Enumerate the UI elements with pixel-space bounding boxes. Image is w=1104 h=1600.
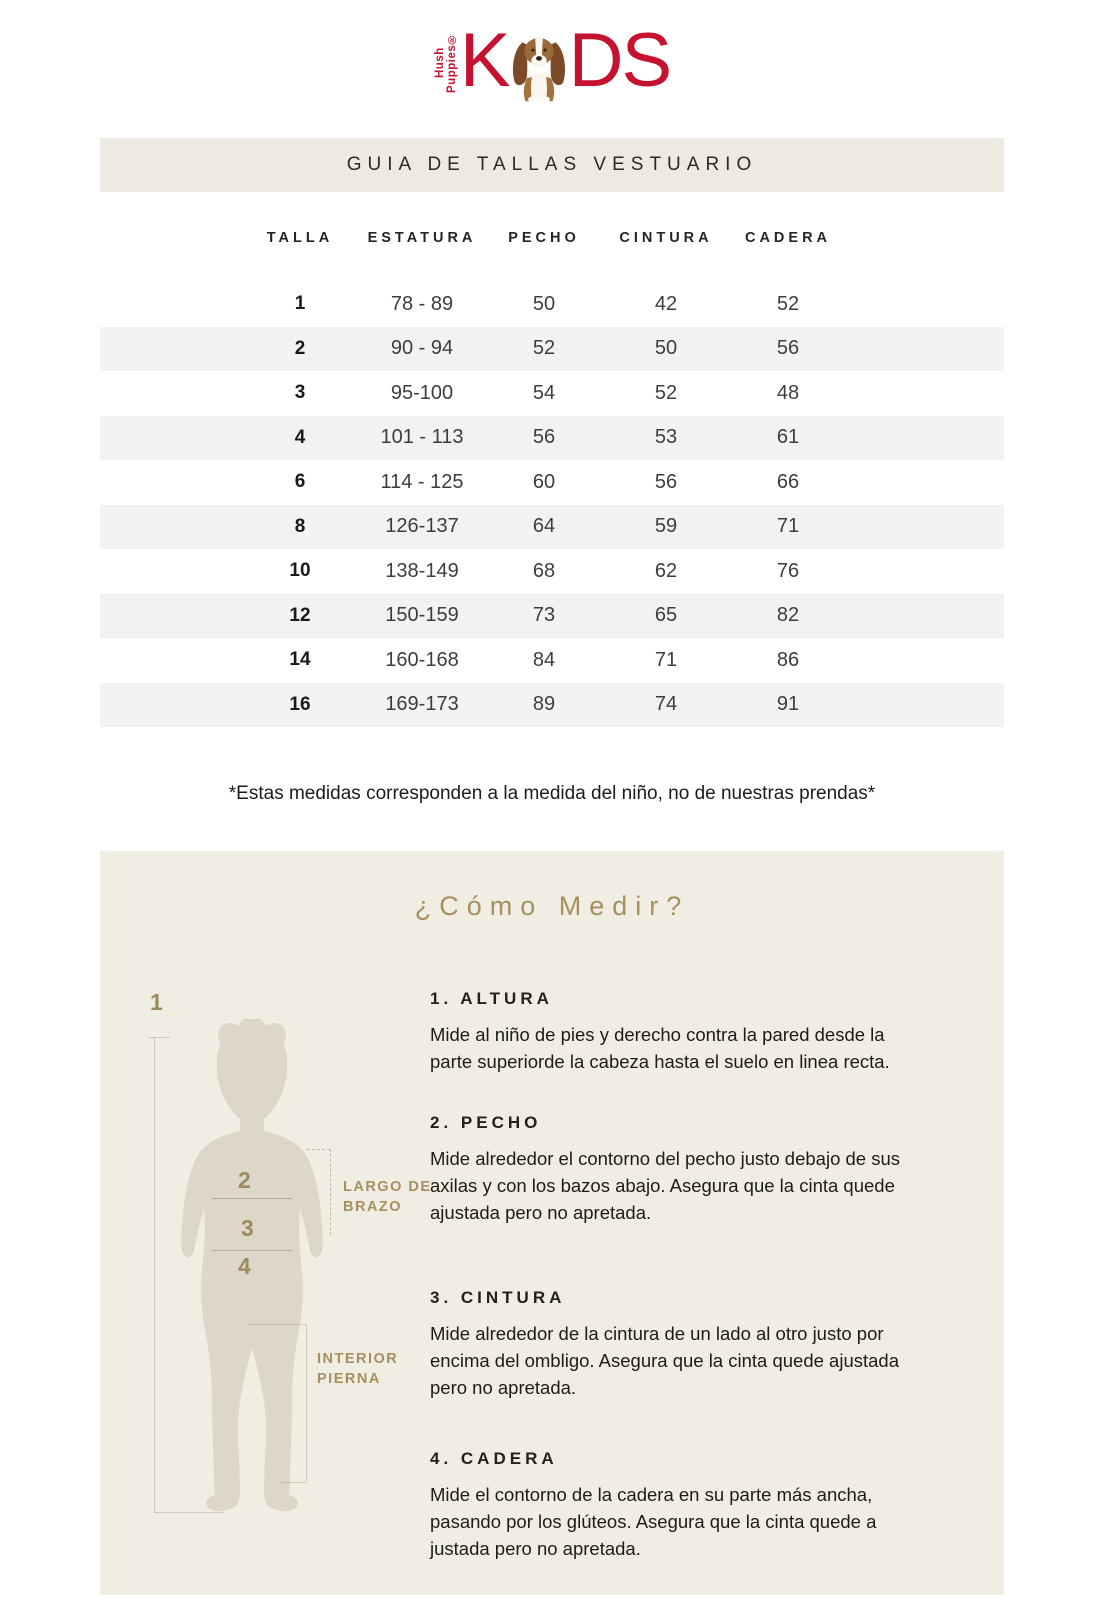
hush-puppies-wordmark: Hush Puppies® [433,32,458,94]
measurement-note: *Estas medidas corresponden a la medida del niño, no de nuestras prendas* [228,783,876,804]
table-row [100,594,1004,639]
cell-talla: 1 [294,293,306,315]
table-body [100,282,1004,727]
child-measurement-diagram [100,851,430,1595]
step-text: Mide alrededor de la cintura de un lado al otro justo por encima del ombligo. Asegura que la cinta quede ajustada pero no apretada. [430,1323,899,1398]
cell-cadera: 86 [776,648,800,671]
arm-measure-line [330,1149,331,1235]
cell-talla: 12 [289,604,311,626]
arm-line-top-tick [307,1149,330,1150]
cell-estatura: 78 - 89 [390,292,454,315]
step-text: Mide al niño de pies y derecho contra la pared desde la parte superiorde la cabeza hasta el suelo en linea recta. [430,1024,890,1072]
cell-pecho: 84 [532,648,556,671]
cell-pecho: 64 [532,515,556,538]
cell-talla: 14 [289,649,311,671]
column-header-pecho: PECHO [508,230,580,246]
diagram-marker-1: 1 [150,989,163,1015]
measure-step [430,1288,912,1401]
cell-estatura: 95-100 [390,381,454,404]
cell-pecho: 56 [532,426,556,449]
column-header-talla: TALLA [266,230,334,246]
height-line-top-tick [148,1037,170,1038]
diagram-marker-2: 2 [238,1167,251,1193]
cell-cintura: 59 [654,515,678,538]
diagram-marker-3: 3 [241,1215,254,1241]
cell-cintura: 74 [654,693,678,716]
height-measure-line [154,1037,155,1513]
basset-hound-icon [507,26,571,110]
cell-estatura: 150-159 [385,604,459,627]
cell-pecho: 52 [532,337,556,360]
size-table [100,230,1004,727]
how-to-measure-section [100,851,1004,1595]
cell-cadera: 76 [776,559,800,582]
cell-cintura: 42 [654,292,678,315]
step-heading: 3. CINTURA [430,1288,566,1307]
table-row [100,371,1004,416]
table-row [100,549,1004,594]
inner-leg-measure-line [306,1324,307,1482]
table-row [100,282,1004,327]
cell-estatura: 114 - 125 [380,470,464,493]
table-row [100,683,1004,728]
table-row [100,638,1004,683]
cell-talla: 2 [294,337,306,359]
cell-cadera: 82 [776,604,800,627]
cell-estatura: 126-137 [385,515,459,538]
section-banner [100,138,1004,192]
cell-talla: 3 [294,382,306,404]
measure-step [430,1113,912,1226]
table-row [100,327,1004,372]
cell-cadera: 66 [776,470,800,493]
arm-length-label: LARGO DE BRAZO [343,1179,432,1216]
cell-talla: 4 [294,426,306,448]
table-row [100,460,1004,505]
measure-step [430,1449,912,1562]
banner-title: GUIA DE TALLAS VESTUARIO [346,154,758,175]
table-header-row [100,230,1004,246]
cell-cintura: 53 [654,426,678,449]
cell-estatura: 160-168 [385,648,459,671]
measure-steps [430,989,912,1600]
waist-line [212,1250,292,1251]
how-to-measure-title: ¿Cómo Medir? [414,891,690,921]
table-row [100,505,1004,550]
cell-pecho: 68 [532,559,556,582]
cell-cintura: 50 [654,337,678,360]
brand-logo [0,0,1104,112]
cell-cadera: 71 [776,515,800,538]
cell-cadera: 52 [776,292,800,315]
column-header-cadera: CADERA [744,230,832,246]
column-header-estatura: ESTATURA [367,230,477,246]
cell-talla: 6 [294,471,306,493]
inner-leg-bottom-tick [280,1482,306,1483]
measure-step [430,989,912,1075]
cell-cadera: 56 [776,337,800,360]
child-silhouette [172,1019,332,1519]
diagram-marker-4: 4 [238,1253,251,1279]
cell-talla: 8 [294,515,306,537]
column-header-cintura: CINTURA [619,230,713,246]
cell-cadera: 91 [776,693,800,716]
cell-pecho: 60 [532,470,556,493]
table-row [100,416,1004,461]
cell-pecho: 50 [532,292,556,315]
cell-cadera: 61 [776,426,800,449]
cell-cintura: 52 [654,381,678,404]
step-heading: 4. CADERA [430,1449,558,1468]
cell-cintura: 71 [654,648,678,671]
inner-leg-top-line [248,1324,306,1325]
step-text: Mide el contorno de la cadera en su parte más ancha, pasando por los glúteos. Asegura que la cinta quede a justada pero no apretada. [430,1484,877,1559]
step-heading: 2. PECHO [430,1113,542,1132]
cell-pecho: 54 [532,381,556,404]
cell-pecho: 89 [532,693,556,716]
logo-letters-ds: DS [568,18,671,103]
step-heading: 1. ALTURA [430,989,553,1008]
cell-estatura: 101 - 113 [380,426,464,449]
cell-estatura: 138-149 [385,559,459,582]
cell-estatura: 90 - 94 [390,337,454,360]
step-text: Mide alrededor el contorno del pecho justo debajo de sus axilas y con los bazos abajo. Asegura que la cinta quede ajustada pero no apretada. [430,1148,901,1223]
cell-talla: 16 [289,693,311,715]
cell-cadera: 48 [776,381,800,404]
logo-letter-k: K [459,18,509,103]
cell-cintura: 65 [654,604,678,627]
cell-estatura: 169-173 [385,693,459,716]
cell-cintura: 62 [654,559,678,582]
cell-talla: 10 [289,560,311,582]
inner-leg-label: INTERIOR PIERNA [317,1351,399,1388]
chest-line [212,1198,292,1199]
cell-cintura: 56 [654,470,678,493]
cell-pecho: 73 [532,604,556,627]
